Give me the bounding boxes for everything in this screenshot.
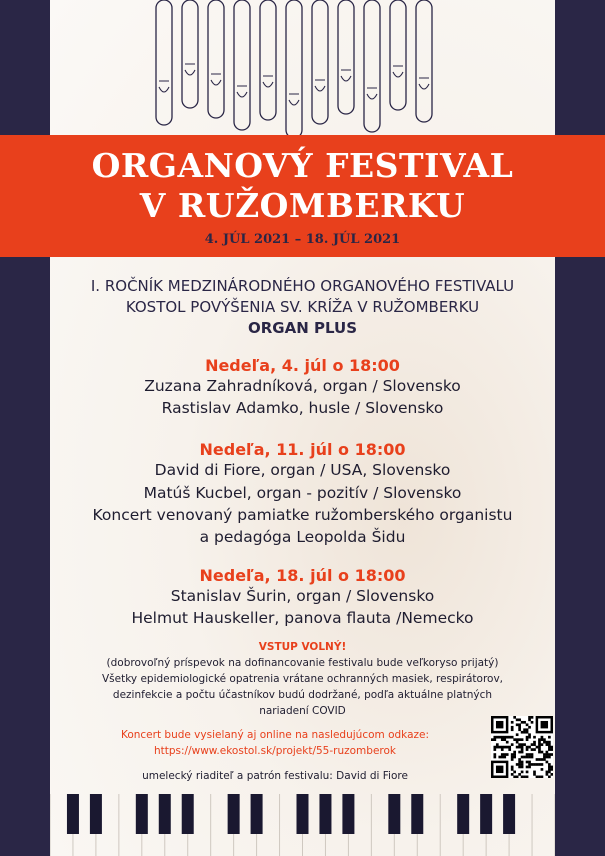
organ-pipe (390, 0, 406, 110)
concert-3-heading: Nedeľa, 18. júl o 18:00 (199, 566, 406, 585)
concert-2-dedication: Koncert venovaný pamiatke ružomberského organistu (92, 506, 513, 524)
black-key (251, 794, 263, 834)
donation-note: (dobrovoľný príspevok na dofinancovanie festivalu bude veľkoryso prijatý) (106, 657, 499, 669)
covid-note: Všetky epidemiologické opatrenia vrátane ochranných masiek, respirátorov, (101, 673, 504, 685)
organ-pipe (182, 0, 198, 108)
black-key (67, 794, 79, 834)
right-side-bar (555, 0, 605, 856)
black-key (319, 794, 331, 834)
organ-pipe (156, 0, 172, 125)
intro-line-series: ORGAN PLUS (248, 319, 357, 337)
concert-3-performer: Helmut Hauskeller, panova flauta /Nemecko (131, 609, 474, 627)
festival-dates: 4. JÚL 2021 – 18. JÚL 2021 (204, 232, 401, 247)
black-key (342, 794, 354, 834)
organ-pipe (260, 0, 276, 120)
poster-title-line-2: V RUŽOMBERKU (139, 186, 466, 225)
online-stream-note: Koncert bude vysielaný aj online na nasledujúcom odkaze: (120, 729, 430, 741)
piano-keys-icon (50, 794, 555, 856)
concert-1-heading: Nedeľa, 4. júl o 18:00 (205, 356, 400, 375)
concert-2-performer: David di Fiore, organ / USA, Slovensko (154, 461, 451, 479)
concert-1-performer: Zuzana Zahradníková, organ / Slovensko (144, 377, 461, 395)
black-key (388, 794, 400, 834)
organ-pipe (208, 0, 224, 118)
black-key (228, 794, 240, 834)
artistic-director: umelecký riaditeľ a patrón festivalu: David di Fiore (142, 770, 408, 782)
stream-link[interactable]: https://www.ekostol.sk/projekt/55-ruzomberok (153, 745, 396, 757)
organ-pipe (286, 0, 302, 138)
organ-pipe (364, 0, 380, 132)
organ-pipes-icon (150, 0, 450, 140)
covid-note: nariadení COVID (259, 705, 346, 717)
left-side-bar (0, 0, 50, 856)
black-key (411, 794, 423, 834)
poster-title-line-1: ORGANOVÝ FESTIVAL (91, 146, 514, 185)
black-key (159, 794, 171, 834)
black-key (457, 794, 469, 834)
covid-note: dezinfekcie a počtu účastníkov budú dodržané, podľa aktuálne platných (112, 689, 493, 701)
organ-pipe (234, 0, 250, 130)
black-key (297, 794, 309, 834)
black-key (480, 794, 492, 834)
black-key (90, 794, 102, 834)
black-key (503, 794, 515, 834)
concert-3-performer: Stanislav Šurin, organ / Slovensko (170, 587, 435, 605)
black-key (182, 794, 194, 834)
organ-pipe (416, 0, 432, 122)
concert-2-dedication: a pedagóga Leopolda Šidu (199, 528, 406, 546)
concert-1-performer: Rastislav Adamko, husle / Slovensko (161, 399, 444, 417)
organ-pipe (338, 0, 354, 114)
concert-2-performer: Matúš Kucbel, organ - pozitív / Slovensko (143, 484, 462, 502)
concert-2-heading: Nedeľa, 11. júl o 18:00 (199, 440, 406, 459)
qr-code-icon[interactable] (491, 716, 553, 778)
intro-line-edition: I. ROČNÍK MEDZINÁRODNÉHO ORGANOVÉHO FESTIVALU (90, 277, 515, 295)
black-key (136, 794, 148, 834)
organ-pipe (312, 0, 328, 124)
free-entry-notice: VSTUP VOLNÝ! (258, 641, 347, 653)
intro-line-church: KOSTOL POVÝŠENIA SV. KRÍŽA V RUŽOMBERKU (125, 298, 480, 316)
